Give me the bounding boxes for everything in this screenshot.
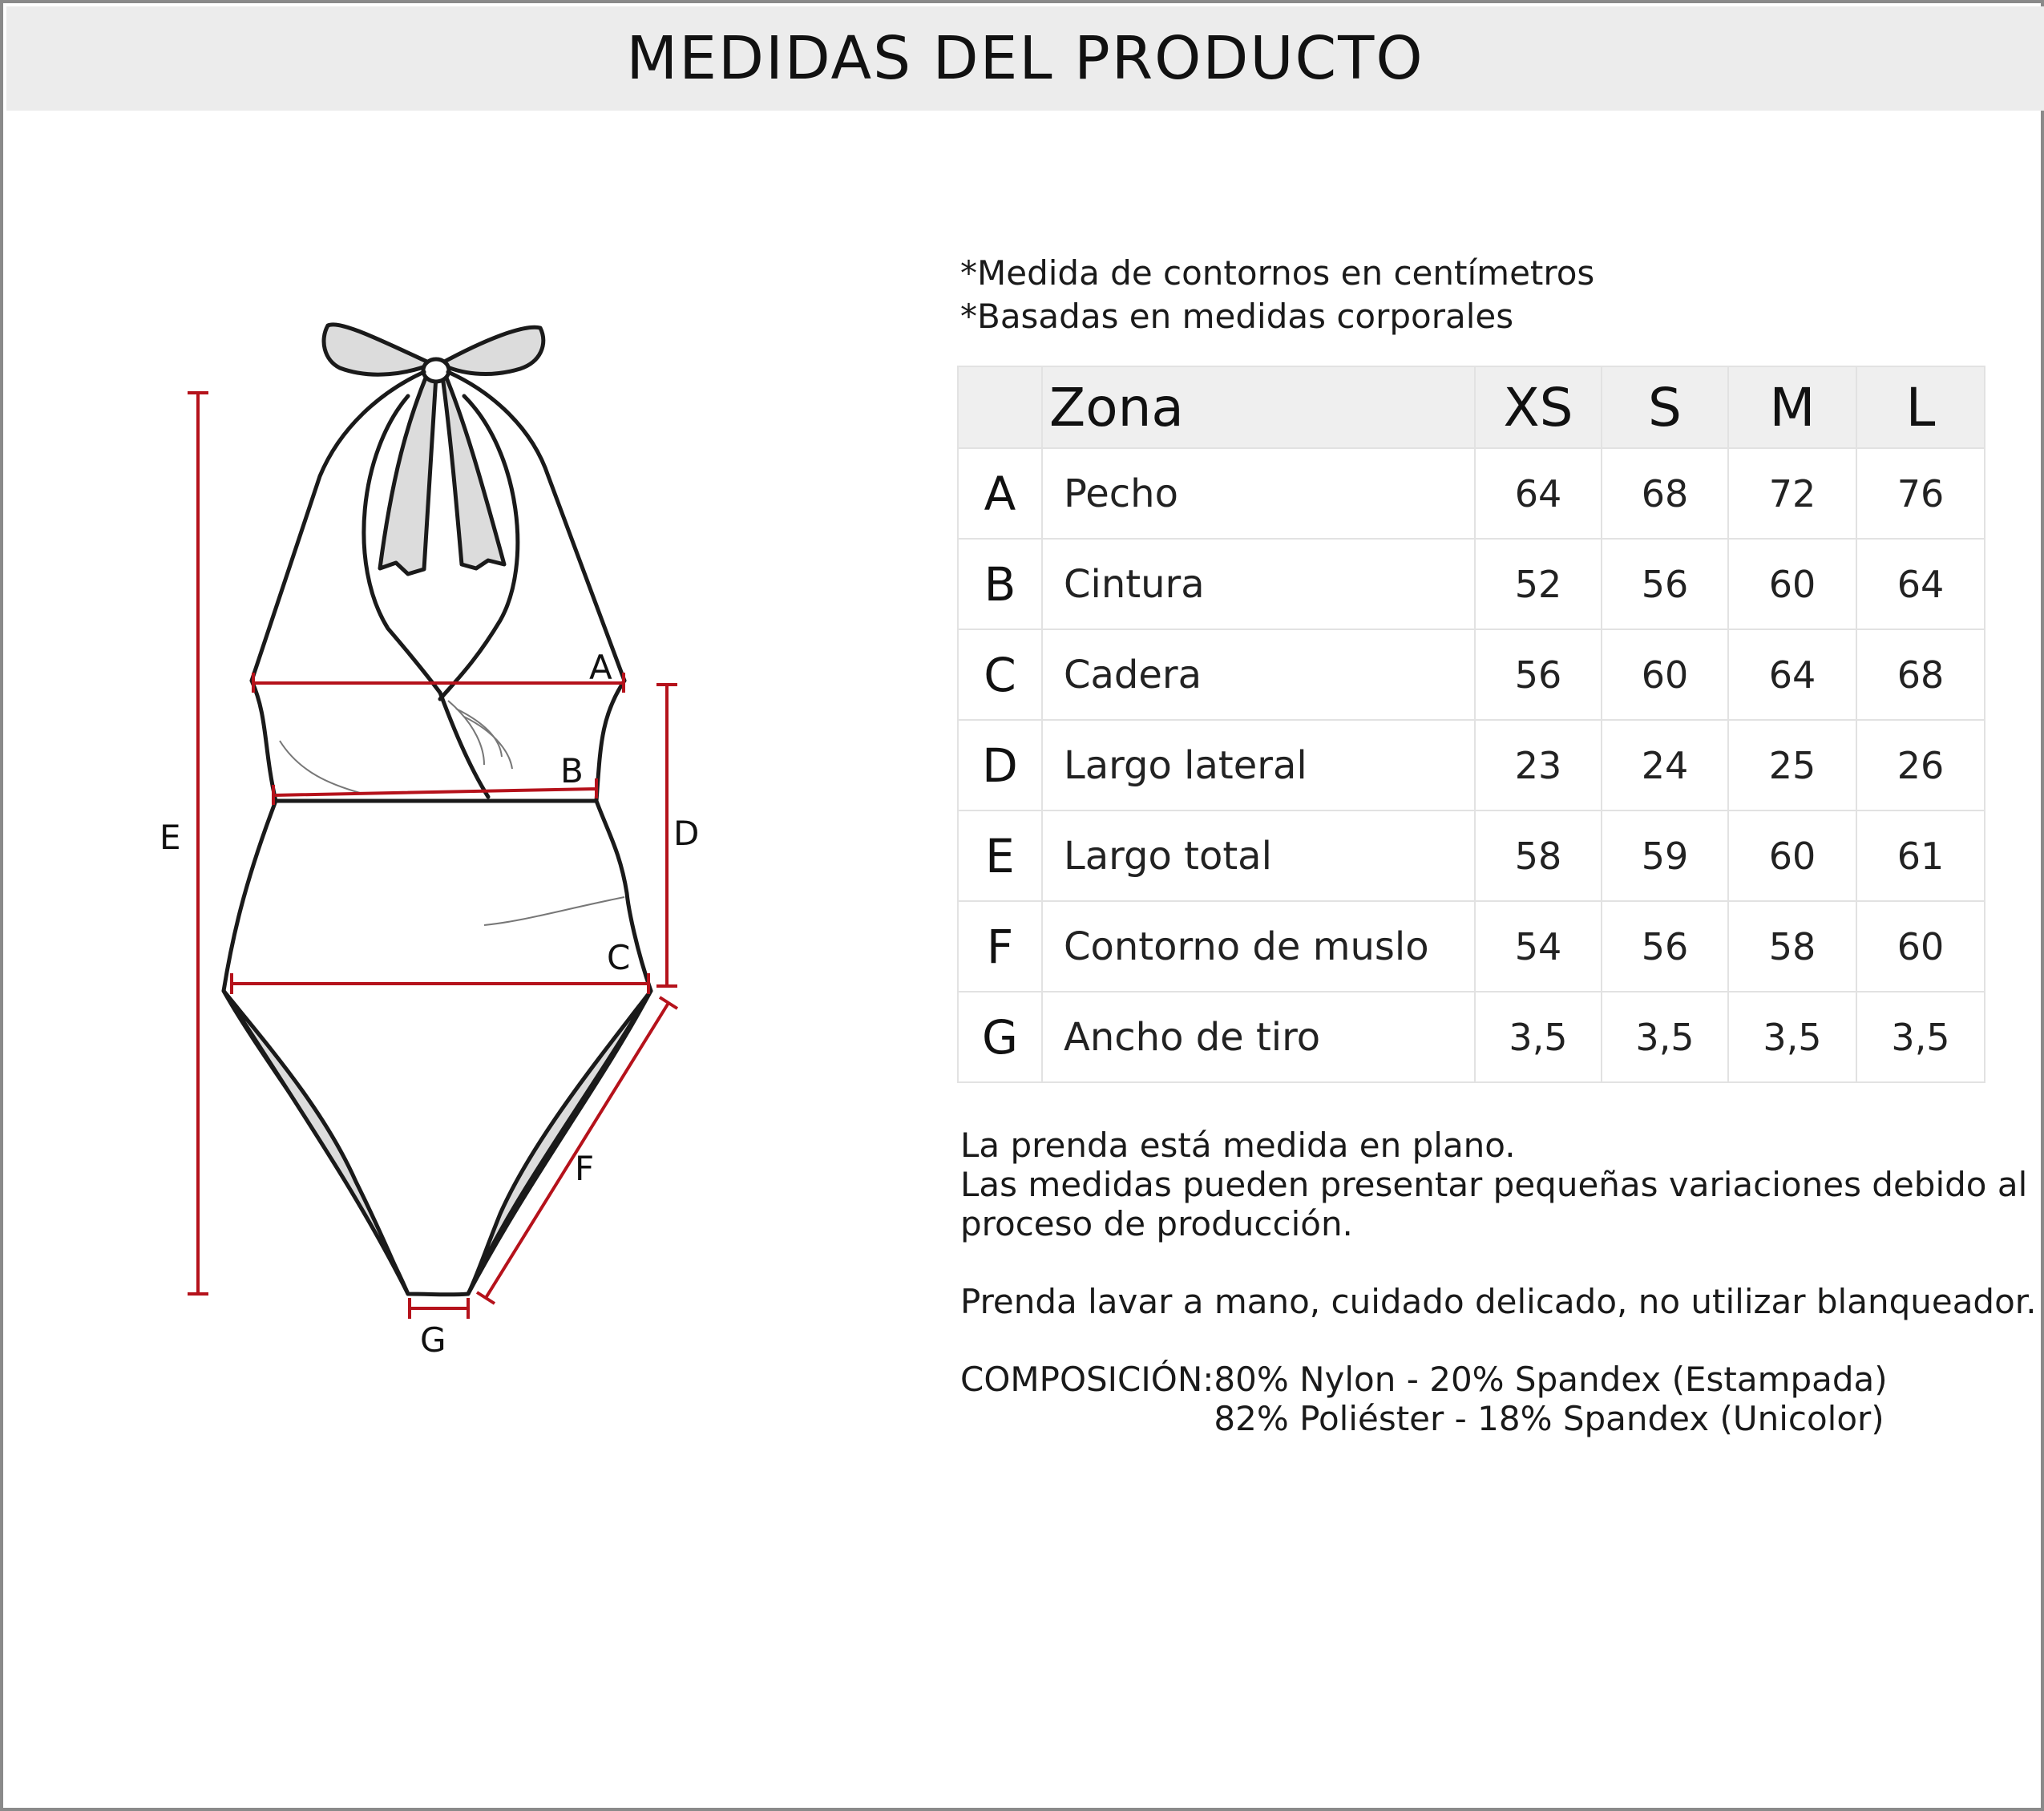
table-row xyxy=(958,629,1985,720)
row-zone: Contorno de muslo xyxy=(1042,901,1475,992)
cell-m: 72 xyxy=(1728,448,1856,539)
cell-m: 60 xyxy=(1728,811,1856,901)
leg-left xyxy=(224,991,408,1294)
page-title: MEDIDAS DEL PRODUCTO xyxy=(626,24,1424,93)
cell-s: 59 xyxy=(1602,811,1728,901)
composition xyxy=(960,1360,2037,1438)
label-g: G xyxy=(420,1320,446,1360)
cell-xs: 56 xyxy=(1475,629,1602,720)
cell-l: 68 xyxy=(1856,629,1985,720)
table-header-row xyxy=(958,366,1985,448)
row-letter: C xyxy=(958,629,1042,720)
row-letter: A xyxy=(958,448,1042,539)
cell-s: 68 xyxy=(1602,448,1728,539)
cell-xs: 58 xyxy=(1475,811,1602,901)
header-size-l: L xyxy=(1856,366,1985,448)
cell-m: 60 xyxy=(1728,539,1856,629)
row-zone: Largo total xyxy=(1042,811,1475,901)
measurement-notes xyxy=(960,252,1594,338)
body-outline xyxy=(224,681,651,1295)
cell-l: 60 xyxy=(1856,901,1985,992)
cell-s: 56 xyxy=(1602,539,1728,629)
care-instructions: Prenda lavar a mano, cuidado delicado, no utilizar blanqueador. xyxy=(960,1282,2037,1321)
cell-m: 58 xyxy=(1728,901,1856,992)
label-d: D xyxy=(673,814,700,853)
row-letter: E xyxy=(958,811,1042,901)
table-row xyxy=(958,448,1985,539)
row-zone: Cintura xyxy=(1042,539,1475,629)
cell-xs: 3,5 xyxy=(1475,992,1602,1082)
measure-line-g xyxy=(410,1298,468,1319)
cell-l: 76 xyxy=(1856,448,1985,539)
cell-m: 25 xyxy=(1728,720,1856,811)
row-letter: D xyxy=(958,720,1042,811)
row-zone: Largo lateral xyxy=(1042,720,1475,811)
header-size-s: S xyxy=(1602,366,1728,448)
composition-printed: 80% Nylon - 20% Spandex (Estampada) xyxy=(1214,1360,1888,1399)
label-a: A xyxy=(589,648,612,687)
measure-line-c xyxy=(232,973,648,994)
composition-label: COMPOSICIÓN: xyxy=(960,1360,1214,1399)
care-info xyxy=(960,1126,2037,1438)
composition-solid: 82% Poliéster - 18% Spandex (Unicolor) xyxy=(1214,1399,1884,1438)
label-b: B xyxy=(560,751,584,790)
cell-xs: 23 xyxy=(1475,720,1602,811)
variation-note-cont: proceso de producción. xyxy=(960,1204,1353,1243)
cell-m: 3,5 xyxy=(1728,992,1856,1082)
size-table xyxy=(957,366,1985,1083)
header-zona: Zona xyxy=(1042,366,1475,448)
bow-knot xyxy=(423,359,449,382)
label-f: F xyxy=(575,1149,595,1188)
header-size-xs: XS xyxy=(1475,366,1602,448)
title-bar xyxy=(6,6,2044,111)
measure-line-e xyxy=(188,393,208,1294)
row-zone: Ancho de tiro xyxy=(1042,992,1475,1082)
table-row xyxy=(958,992,1985,1082)
cell-xs: 64 xyxy=(1475,448,1602,539)
cell-l: 26 xyxy=(1856,720,1985,811)
note-line: *Basadas en medidas corporales xyxy=(960,297,1514,336)
table-row xyxy=(958,539,1985,629)
table-row xyxy=(958,901,1985,992)
note-line: *Medida de contornos en centímetros xyxy=(960,253,1595,293)
cell-xs: 54 xyxy=(1475,901,1602,992)
row-zone: Cadera xyxy=(1042,629,1475,720)
cell-s: 3,5 xyxy=(1602,992,1728,1082)
tie-left xyxy=(380,372,436,574)
row-letter: F xyxy=(958,901,1042,992)
row-letter: G xyxy=(958,992,1042,1082)
bow-right-loop xyxy=(440,327,543,374)
variation-note: Las medidas pueden presentar pequeñas variaciones debido al xyxy=(960,1165,2028,1204)
table-row xyxy=(958,811,1985,901)
cell-s: 24 xyxy=(1602,720,1728,811)
row-zone: Pecho xyxy=(1042,448,1475,539)
flat-measure-note: La prenda está medida en plano. xyxy=(960,1126,1516,1165)
label-e: E xyxy=(160,818,181,857)
swimsuit-diagram xyxy=(131,300,733,1366)
cell-l: 61 xyxy=(1856,811,1985,901)
cell-m: 64 xyxy=(1728,629,1856,720)
cell-xs: 52 xyxy=(1475,539,1602,629)
row-letter: B xyxy=(958,539,1042,629)
header-size-m: M xyxy=(1728,366,1856,448)
cell-l: 3,5 xyxy=(1856,992,1985,1082)
cell-l: 64 xyxy=(1856,539,1985,629)
bow-left-loop xyxy=(324,325,432,374)
table-row xyxy=(958,720,1985,811)
cell-s: 60 xyxy=(1602,629,1728,720)
label-c: C xyxy=(607,938,631,977)
cell-s: 56 xyxy=(1602,901,1728,992)
